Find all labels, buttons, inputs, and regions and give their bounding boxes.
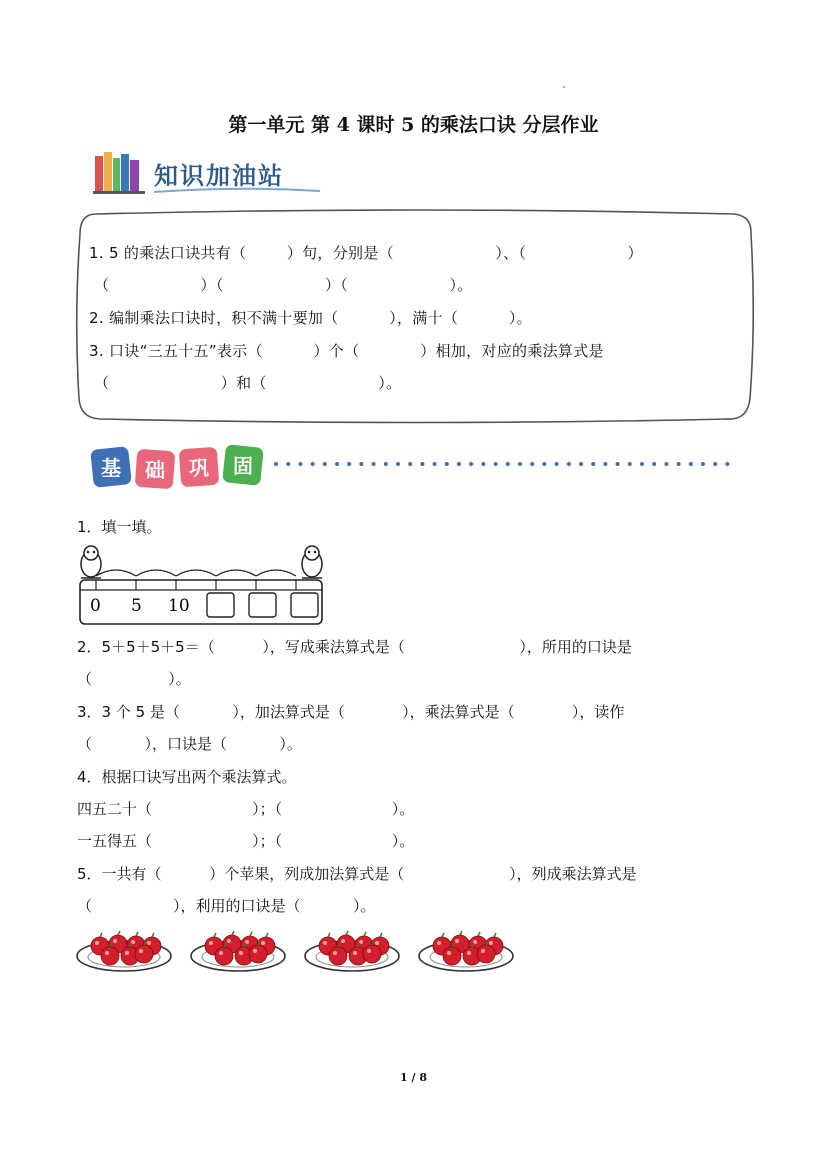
dot <box>481 462 485 466</box>
dot <box>384 462 388 466</box>
dot <box>701 462 705 466</box>
dot <box>347 462 351 466</box>
apple-icon <box>101 947 119 965</box>
knowledge-item-2: 2. 编制乘法口诀时，积不满十要加（ ），满十（ ）。 <box>89 309 532 327</box>
knowledge-item-1a: 1. 5 的乘法口诀共有（ ）句，分别是（ ）、（ ） <box>89 244 643 262</box>
dot <box>445 462 449 466</box>
tile-1-text: 基 <box>101 456 121 480</box>
knowledge-banner-title: 知识加油站 <box>154 162 284 190</box>
question-2-line-b: （ ）。 <box>77 670 191 688</box>
apple-plates-figure <box>74 926 524 978</box>
dot <box>640 462 644 466</box>
dot <box>652 462 656 466</box>
dot <box>274 462 278 466</box>
question-4-line-a: 四五二十（ ）；（ ）。 <box>77 800 415 818</box>
apple-icon <box>363 945 381 963</box>
dot <box>457 462 461 466</box>
books-icon <box>92 150 148 196</box>
apple-plate <box>77 931 171 971</box>
dot <box>494 462 498 466</box>
dot <box>542 462 546 466</box>
tile-3-text: 巩 <box>189 456 209 480</box>
tile-2-text: 础 <box>145 458 165 482</box>
question-3-line-a: 3．3 个 5 是（ ），加法算式是（ ），乘法算式是（ ），读作 <box>77 703 625 721</box>
answer-box[interactable] <box>249 593 276 617</box>
dot <box>359 462 363 466</box>
question-3-line-b: （ ），口诀是（ ）。 <box>77 735 302 753</box>
number-label-5: 5 <box>131 596 142 616</box>
knowledge-item-3a: 3. 口诀“三五十五”表示（ ）个（ ）相加，对应的乘法算式是 <box>89 342 604 360</box>
dot <box>420 462 424 466</box>
dot <box>677 462 681 466</box>
answer-box[interactable] <box>291 593 318 617</box>
knowledge-banner <box>92 150 322 196</box>
knowledge-item-3b: （ ）和（ ）。 <box>94 374 402 392</box>
hop-arcs <box>96 570 296 576</box>
dot <box>469 462 473 466</box>
question-4-line-b: 一五得五（ ）；（ ）。 <box>77 832 415 850</box>
tile-4 <box>222 444 264 486</box>
tile-1 <box>90 446 132 488</box>
dot <box>603 462 607 466</box>
dot <box>396 462 400 466</box>
apple-icon <box>329 947 347 965</box>
question-1-label: 1．填一填。 <box>77 518 162 536</box>
number-line-figure <box>74 544 330 628</box>
apple-plate <box>305 931 399 971</box>
dot <box>591 462 595 466</box>
dot <box>311 462 315 466</box>
penguin-icon <box>302 546 322 578</box>
dot <box>506 462 510 466</box>
tile-4-text: 固 <box>233 454 253 478</box>
dot <box>433 462 437 466</box>
apple-plate <box>419 931 513 971</box>
tile-3 <box>179 447 220 488</box>
dot <box>518 462 522 466</box>
dot <box>372 462 376 466</box>
banner-underline <box>152 186 322 196</box>
dot <box>713 462 717 466</box>
basics-banner <box>88 442 748 494</box>
apple-icon <box>135 945 153 963</box>
question-2-line-a: 2．5＋5＋5＋5＝（ ），写成乘法算式是（ ），所用的口诀是 <box>77 638 632 656</box>
page-number: 1 / 8 <box>400 1071 427 1084</box>
knowledge-item-1b: （ ）（ ）（ ）。 <box>94 276 473 294</box>
dot <box>530 462 534 466</box>
dot <box>298 462 302 466</box>
dot <box>408 462 412 466</box>
answer-box[interactable] <box>207 593 234 617</box>
penguin-icon <box>81 546 101 578</box>
dot <box>616 462 620 466</box>
page-title: 第一单元 第 4 课时 5 的乘法口诀 分层作业 <box>228 114 599 136</box>
question-4-label: 4．根据口诀写出两个乘法算式。 <box>77 768 297 786</box>
dot <box>664 462 668 466</box>
number-label-0: 0 <box>90 596 101 616</box>
apple-plate <box>191 931 285 971</box>
dot <box>555 462 559 466</box>
dot <box>323 462 327 466</box>
dot <box>689 462 693 466</box>
dot <box>567 462 571 466</box>
dot <box>725 462 729 466</box>
tile-2 <box>135 449 176 490</box>
dot <box>335 462 339 466</box>
number-label-10: 10 <box>168 596 190 616</box>
apple-icon <box>249 945 267 963</box>
number-line-frame <box>80 580 322 624</box>
question-5-line-b: （ ），利用的口诀是（ ）。 <box>77 897 376 915</box>
question-5-line-a: 5．一共有（ ）个苹果，列成加法算式是（ ），列成乘法算式是 <box>77 865 637 883</box>
dot <box>628 462 632 466</box>
dotted-line <box>274 462 729 466</box>
dot <box>579 462 583 466</box>
apple-icon <box>477 945 495 963</box>
stray-dot <box>563 86 565 88</box>
dot <box>286 462 290 466</box>
apple-icon <box>443 947 461 965</box>
apple-icon <box>215 947 233 965</box>
